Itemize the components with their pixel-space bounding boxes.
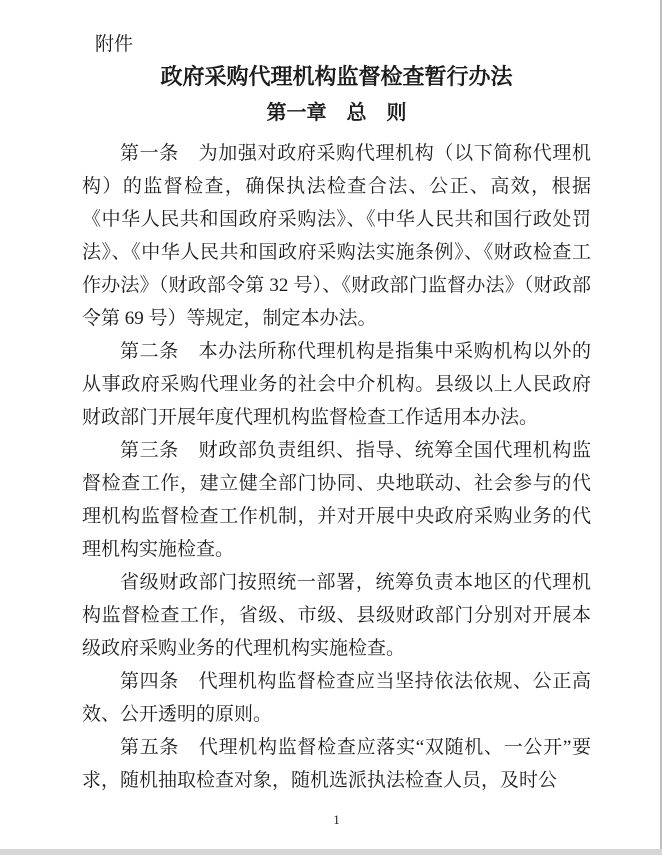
paragraph-article-5: 第五条 代理机构监督检查应落实“双随机、一公开”要求，随机抽取检查对象，随机选派执法检查人员，及时公 [82,737,591,791]
document-title: 政府采购代理机构监督检查暂行办法 [160,64,513,89]
paragraph-article-3-continued: 省级财政部门按照统一部署，统筹负责本地区的代理机构监督检查工作，省级、市级、县级财政部门分别对开展本级政府采购业务的代理机构实施检查。 [82,572,591,659]
paragraph-article-1: 第一条 为加强对政府采购代理机构（以下简称代理机构）的监督检查，确保执法检查合法、公正、高效，根据《中华人民共和国政府采购法》、《中华人民共和国行政处罚法》、《中华人民共和国政府采购法实施条例》、《财政检查工作办法》（财政部令第 32 号）、《财政部门监督办法》（财政部令第 69 号）等规定，制定本办法。 [82,143,591,329]
attachment-label: 附件 [95,34,134,55]
page-number: 1 [333,812,340,827]
page-bottom-edge-bar [0,849,662,855]
page-right-edge-line [660,0,662,852]
document-body [82,137,591,797]
paragraph-article-4: 第四条 代理机构监督检查应当坚持依法依规、公正高效、公开透明的原则。 [82,671,591,725]
chapter-heading: 第一章 总 则 [266,102,407,124]
paragraph-article-2: 第二条 本办法所称代理机构是指集中采购机构以外的从事政府采购代理业务的社会中介机构。县级以上人民政府财政部门开展年度代理机构监督检查工作适用本办法。 [82,341,591,428]
paragraph-article-3: 第三条 财政部负责组织、指导、统筹全国代理机构监督检查工作，建立健全部门协同、央地联动、社会参与的代理机构监督检查工作机制，并对开展中央政府采购业务的代理机构实施检查。 [82,440,591,560]
